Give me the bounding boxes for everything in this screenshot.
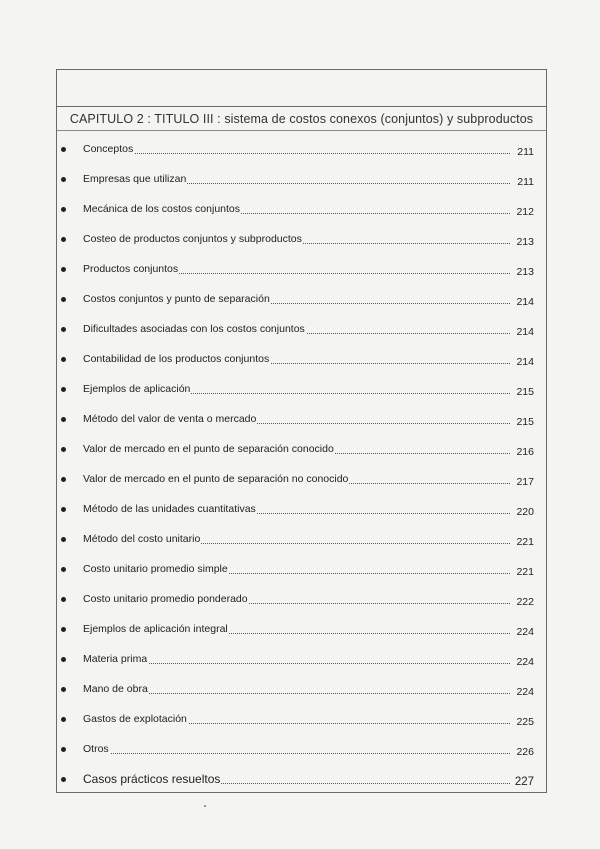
bullet-icon — [61, 717, 66, 722]
toc-entry-title: Conceptos — [83, 143, 134, 155]
toc-entry-page: 224 — [516, 686, 534, 698]
bullet-icon — [61, 447, 66, 452]
toc-entry-page: 221 — [516, 566, 534, 578]
toc-entry-page: 212 — [516, 206, 534, 218]
toc-entry-title: Productos conjuntos — [83, 263, 179, 275]
toc-entry-page: 211 — [517, 146, 534, 158]
toc-entry-title: Materia prima — [83, 653, 148, 665]
toc-entry-page: 225 — [516, 716, 534, 728]
toc-entry — [57, 466, 546, 496]
toc-entry-title: Valor de mercado en el punto de separación conocido — [83, 443, 334, 455]
bullet-icon — [61, 477, 66, 482]
title-rule — [57, 130, 546, 131]
toc-entry — [57, 166, 546, 196]
toc-entry-page: 213 — [516, 236, 534, 248]
toc-entry-title: Casos prácticos resueltos — [83, 772, 221, 786]
toc-entry-page: 224 — [516, 656, 534, 668]
toc-entry-title: Contabilidad de los productos conjuntos — [83, 353, 270, 365]
toc-entry-title: Costo unitario promedio simple — [83, 563, 228, 575]
bullet-icon — [61, 507, 66, 512]
toc-entry-title: Costo unitario promedio ponderado — [83, 593, 248, 605]
toc-entry-page: 217 — [516, 476, 534, 488]
toc-entry-title: Método de las unidades cuantitativas — [83, 503, 256, 515]
bullet-icon — [61, 327, 66, 332]
toc-entry — [57, 706, 546, 736]
bullet-icon — [61, 567, 66, 572]
bullet-icon — [61, 237, 66, 242]
toc-entry — [57, 406, 546, 436]
toc-entry — [57, 226, 546, 256]
toc-entry-page: 221 — [516, 536, 534, 548]
toc-entry — [57, 586, 546, 616]
bullet-icon — [61, 297, 66, 302]
bullet-icon — [61, 657, 66, 662]
toc-entry-page: 215 — [516, 416, 534, 428]
dot-leader — [83, 753, 510, 754]
bullet-icon — [61, 537, 66, 542]
toc-entry-title: Costos conjuntos y punto de separación — [83, 293, 270, 305]
toc-entry — [57, 676, 546, 706]
dot-leader — [83, 153, 510, 154]
scan-speck — [204, 805, 206, 807]
toc-entry-title: Método del costo unitario — [83, 533, 201, 545]
bullet-icon — [61, 747, 66, 752]
toc-entry — [57, 346, 546, 376]
toc-entry-page: 214 — [516, 326, 534, 338]
toc-entry-page: 220 — [516, 506, 534, 518]
toc-entry-page: 211 — [517, 176, 534, 188]
toc-entry — [57, 616, 546, 646]
toc-entry-page: 213 — [516, 266, 534, 278]
toc-entry-page: 226 — [516, 746, 534, 758]
bullet-icon — [61, 627, 66, 632]
toc-entry-page: 214 — [516, 356, 534, 368]
toc-list — [57, 136, 546, 796]
bullet-icon — [61, 597, 66, 602]
toc-entry-title: Empresas que utilizan — [83, 173, 187, 185]
toc-entry-title: Mano de obra — [83, 683, 148, 695]
toc-entry-title: Método del valor de venta o mercado — [83, 413, 257, 425]
bullet-icon — [61, 147, 66, 152]
toc-entry — [57, 646, 546, 676]
toc-entry — [57, 526, 546, 556]
bullet-icon — [61, 387, 66, 392]
toc-entry — [57, 316, 546, 346]
chapter-title: CAPITULO 2 : TITULO III : sistema de costos conexos (conjuntos) y subproductos — [69, 112, 534, 126]
toc-entry — [57, 736, 546, 766]
header-rule — [57, 106, 546, 107]
toc-entry — [57, 766, 546, 796]
toc-entry — [57, 556, 546, 586]
bullet-icon — [61, 177, 66, 182]
toc-entry-page: 222 — [516, 596, 534, 608]
toc-entry-page: 215 — [516, 386, 534, 398]
toc-entry-title: Ejemplos de aplicación — [83, 383, 191, 395]
toc-entry-title: Ejemplos de aplicación integral — [83, 623, 228, 635]
toc-entry-page: 216 — [516, 446, 534, 458]
toc-entry — [57, 136, 546, 166]
bullet-icon — [61, 207, 66, 212]
toc-entry-title: Dificultades asociadas con los costos conjuntos — [83, 323, 305, 335]
toc-entry-page: 224 — [516, 626, 534, 638]
toc-entry-title: Otros — [83, 743, 109, 755]
bullet-icon — [61, 267, 66, 272]
toc-entry-title: Valor de mercado en el punto de separación no conocido — [83, 473, 349, 485]
toc-entry-title: Mecánica de los costos conjuntos — [83, 203, 241, 215]
bullet-icon — [61, 357, 66, 362]
toc-entry-page: 227 — [514, 776, 534, 788]
toc-entry — [57, 376, 546, 406]
bullet-icon — [61, 417, 66, 422]
toc-entry — [57, 286, 546, 316]
toc-frame — [56, 69, 547, 793]
toc-entry-title: Costeo de productos conjuntos y subproductos — [83, 233, 302, 245]
toc-entry-title: Gastos de explotación — [83, 713, 187, 725]
toc-entry — [57, 256, 546, 286]
toc-entry-page: 214 — [516, 296, 534, 308]
bullet-icon — [61, 687, 66, 692]
toc-entry — [57, 436, 546, 466]
toc-entry — [57, 496, 546, 526]
bullet-icon — [61, 777, 66, 782]
toc-entry — [57, 196, 546, 226]
